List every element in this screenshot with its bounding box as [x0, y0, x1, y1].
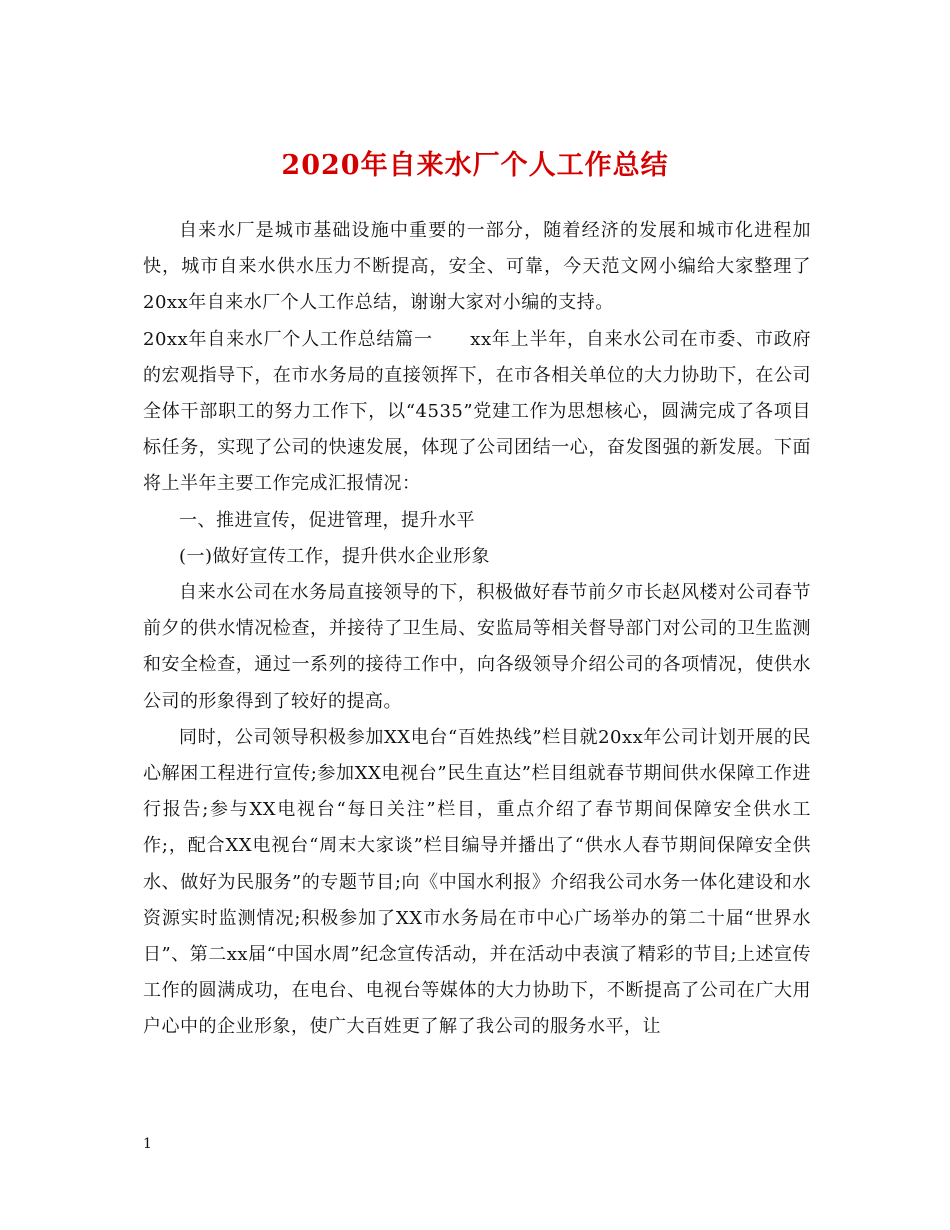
paragraph-summary-part-one: 20xx年自来水厂个人工作总结篇一 xx年上半年，自来水公司在市委、市政府的宏观指导下，在市水务局的直接领挥下，在市各相关单位的大力协助下，在公司全体干部职工的努力工作下，以“4535”党建工作为思想核心，圆满完成了各项目标任务，实现了公司的快速发展，体现了公司团结一心，奋发图强的新发展。下面将上半年主要工作完成汇报情况：: [143, 328, 811, 495]
document-title: 2020年自来水厂个人工作总结: [281, 150, 669, 181]
paragraph-media-publicity: 同时，公司领导积极参加XX电台“百姓热线”栏目就20xx年公司计划开展的民心解困工程进行宣传;参加XX电视台”民生直达”栏目组就春节期间供水保障工作进行报告;参与XX电视台“每日关注”栏目，重点介绍了春节期间保障安全供水工作;，配合XX电视台“周末大家谈”栏目编导并播出了“供水人春节期间保障安全供水、做好为民服务”的专题节目;向《中国水利报》介绍我公司水务一体化建设和水资源实时监测情况;积极参加了XX市水务局在市中心广场举办的第二十届“世界水日”、第二xx届“中国水周”纪念宣传活动，并在活动中表演了精彩的节目;上述宣传工作的圆满成功，在电台、电视台等媒体的大力协助下，不断提高了公司在广大用户心中的企业形象，使广大百姓更了解了我公司的服务水平，让: [143, 726, 811, 1038]
document-body: [143, 213, 811, 1046]
section-heading: 一、推进宣传，促进管理，提升水平: [179, 509, 475, 531]
paragraph-publicity-inspection: 自来水公司在水务局直接领导的下，积极做好春节前夕市长赵风楼对公司春节前夕的供水情况检查，并接待了卫生局、安监局等相关督导部门对公司的卫生监测和安全检查，通过一系列的接待工作中，向各级领导介绍公司的各项情况，使供水公司的形象得到了较好的提高。: [143, 582, 811, 712]
subsection-heading: (一)做好宣传工作，提升供水企业形象: [179, 545, 491, 567]
page-number: 1: [143, 1136, 152, 1152]
paragraph-intro: 自来水厂是城市基础设施中重要的一部分，随着经济的发展和城市化进程加快，城市自来水供水压力不断提高，安全、可靠，今天范文网小编给大家整理了20xx年自来水厂个人工作总结，谢谢大家对小编的支持。: [143, 220, 811, 314]
